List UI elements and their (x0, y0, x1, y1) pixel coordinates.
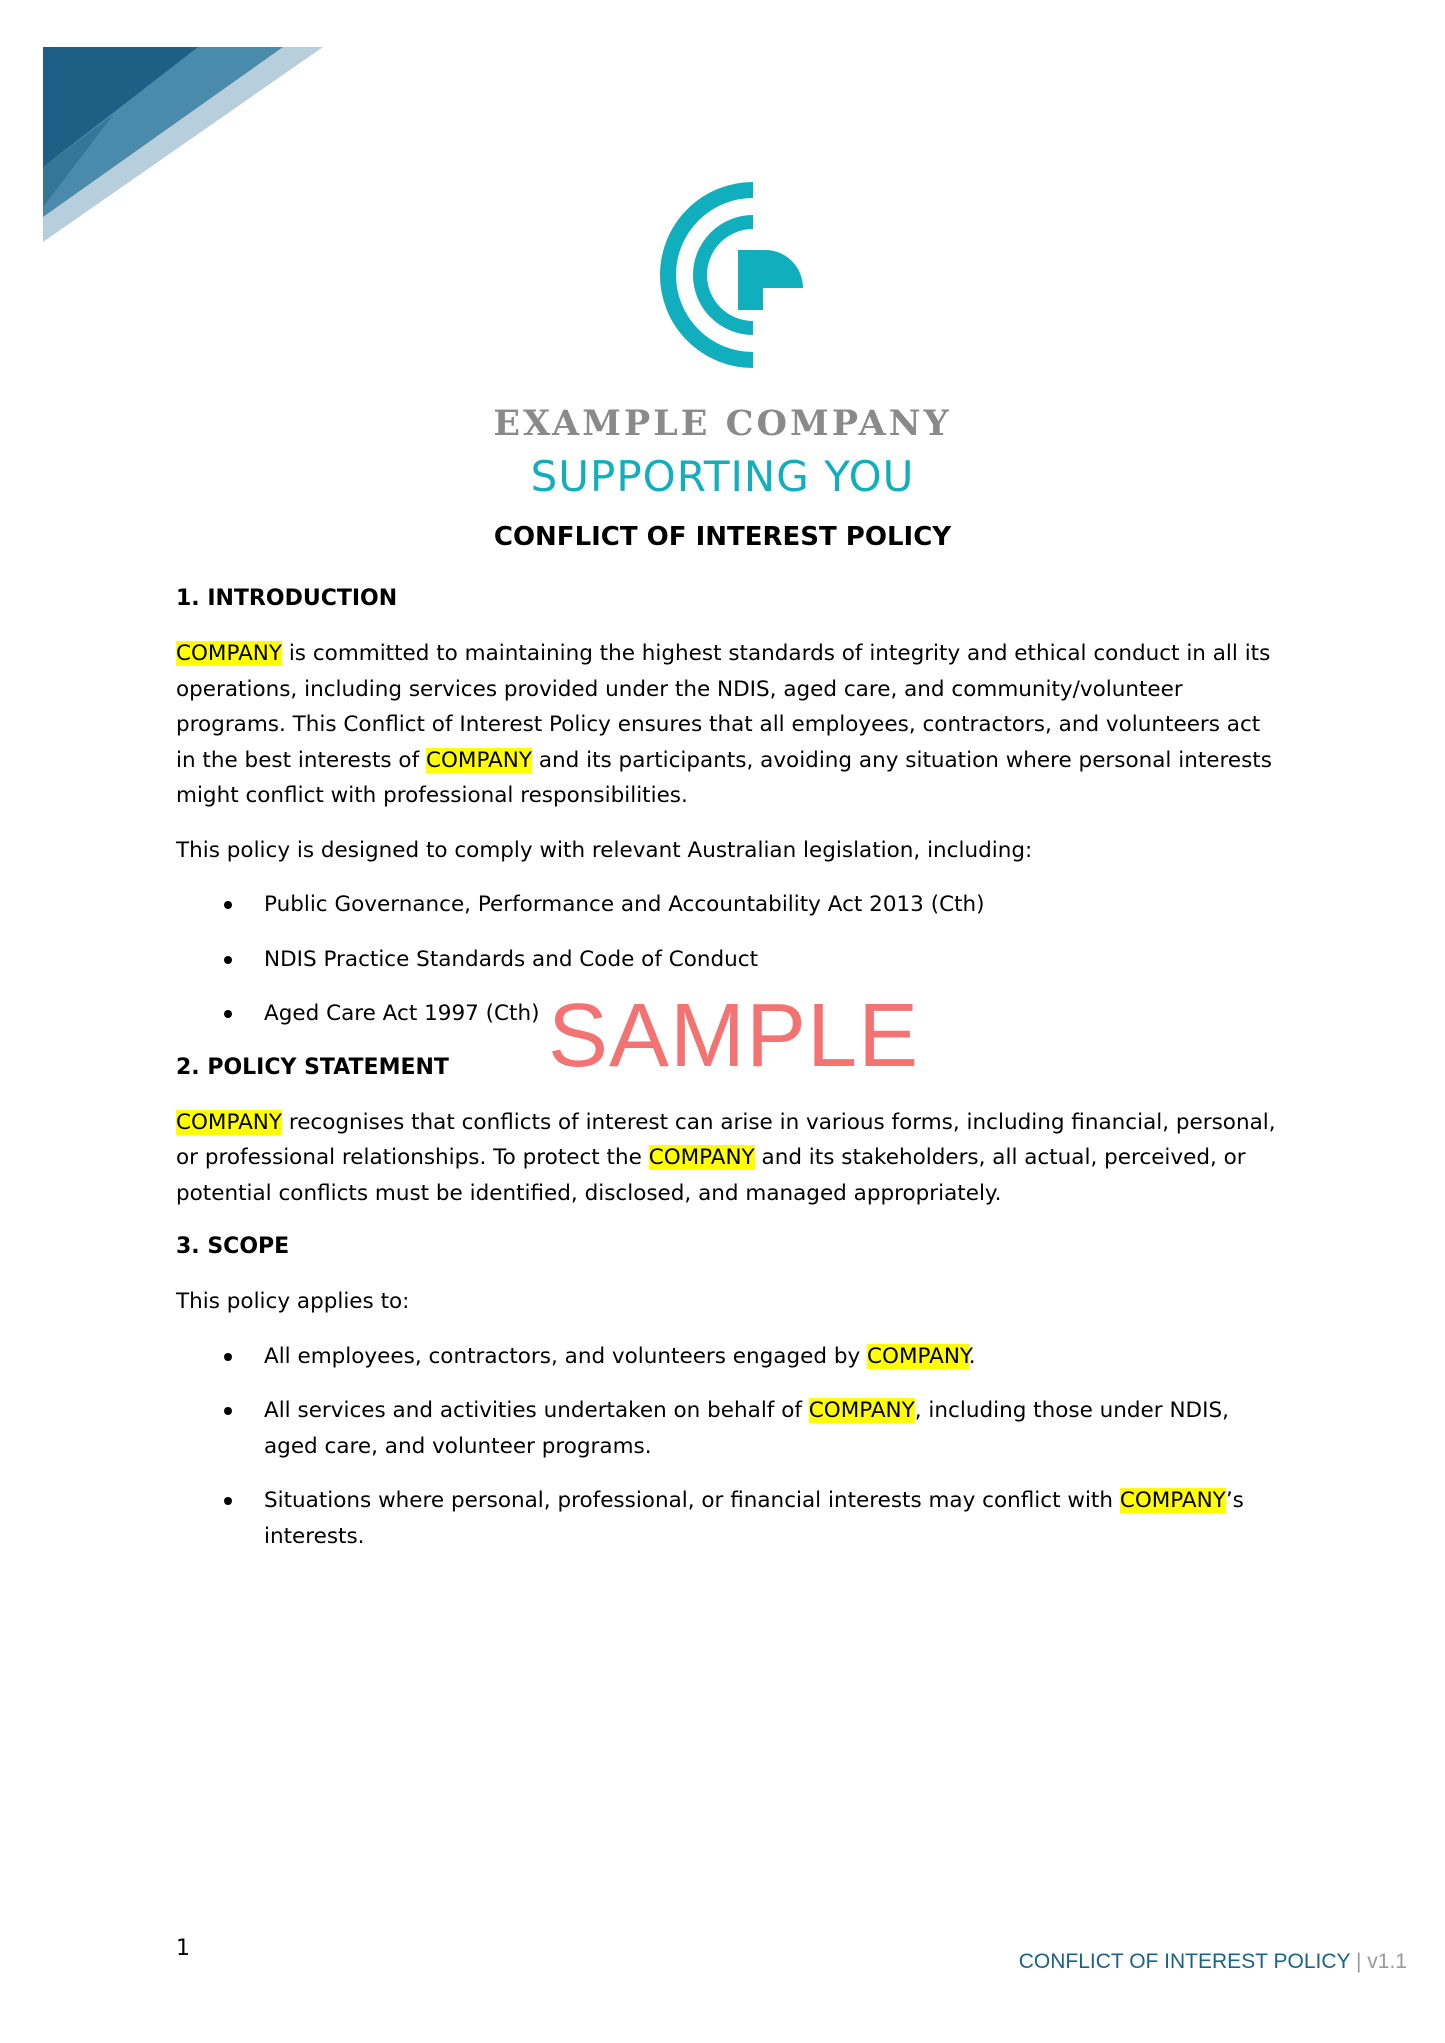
company-placeholder: COMPANY (176, 1109, 282, 1135)
company-placeholder: COMPANY (808, 1398, 915, 1423)
list-item: Aged Care Act 1997 (Cth) (176, 996, 1286, 1032)
section-heading-scope: 3. SCOPE (176, 1234, 290, 1259)
policy-statement-paragraph: COMPANY recognises that conflicts of interest can arise in various forms, including financial, personal, or professional relationships. To protect the COMPANY and its stakeholders, all actual, perceived, or potential conflicts must be identified, disclosed, and managed appropriately. (176, 1109, 1276, 1206)
legislation-intro: This policy is designed to comply with relevant Australian legislation, including: (176, 837, 1033, 863)
introduction-paragraph: COMPANY is committed to maintaining the highest standards of integrity and ethical conduct in all its operations, including services provided under the NDIS, aged care, and community/volunteer programs. This Conflict of Interest Policy ensures that all employees, contractors, and volunteers act in the best interests of COMPANY and its participants, avoiding any situation where personal interests might conflict with professional responsibilities. (176, 641, 1272, 808)
list-item: All services and activities undertaken on behalf of COMPANY, including those under NDIS, aged care, and volunteer programs. (176, 1393, 1286, 1464)
company-placeholder: COMPANY (867, 1343, 969, 1369)
company-placeholder: COMPANY (1119, 1488, 1226, 1513)
section-heading-policy-statement: 2. POLICY STATEMENT (176, 1054, 449, 1080)
scope-intro: This policy applies to: (176, 1289, 410, 1314)
page-number: 1 (176, 1936, 190, 1961)
list-item: Situations where personal, professional, or financial interests may conflict with COMPANY’s interests. (176, 1483, 1286, 1554)
footer-separator: | (1355, 1950, 1362, 1973)
scope-list (176, 1339, 1286, 1555)
company-logo (0, 180, 1445, 384)
company-placeholder: COMPANY (176, 641, 282, 666)
section-heading-introduction: 1. INTRODUCTION (176, 586, 398, 611)
list-item: Public Governance, Performance and Accountability Act 2013 (Cth) (176, 887, 1286, 923)
company-tagline: SUPPORTING YOU (530, 452, 915, 501)
company-placeholder: COMPANY (425, 747, 532, 773)
footer-doc-label: CONFLICT OF INTEREST POLICY (1018, 1950, 1351, 1973)
footer-version: v1.1 (1367, 1950, 1407, 1973)
sample-watermark: SAMPLE (548, 986, 920, 1086)
list-item: All employees, contractors, and volunteers engaged by COMPANY. (176, 1339, 1286, 1375)
list-item: NDIS Practice Standards and Code of Conduct (176, 942, 1286, 978)
company-placeholder: COMPANY (648, 1145, 755, 1170)
page-footer (1019, 1950, 1407, 1974)
document-title: CONFLICT OF INTEREST POLICY (493, 522, 952, 552)
company-name: EXAMPLE COMPANY (493, 403, 952, 444)
